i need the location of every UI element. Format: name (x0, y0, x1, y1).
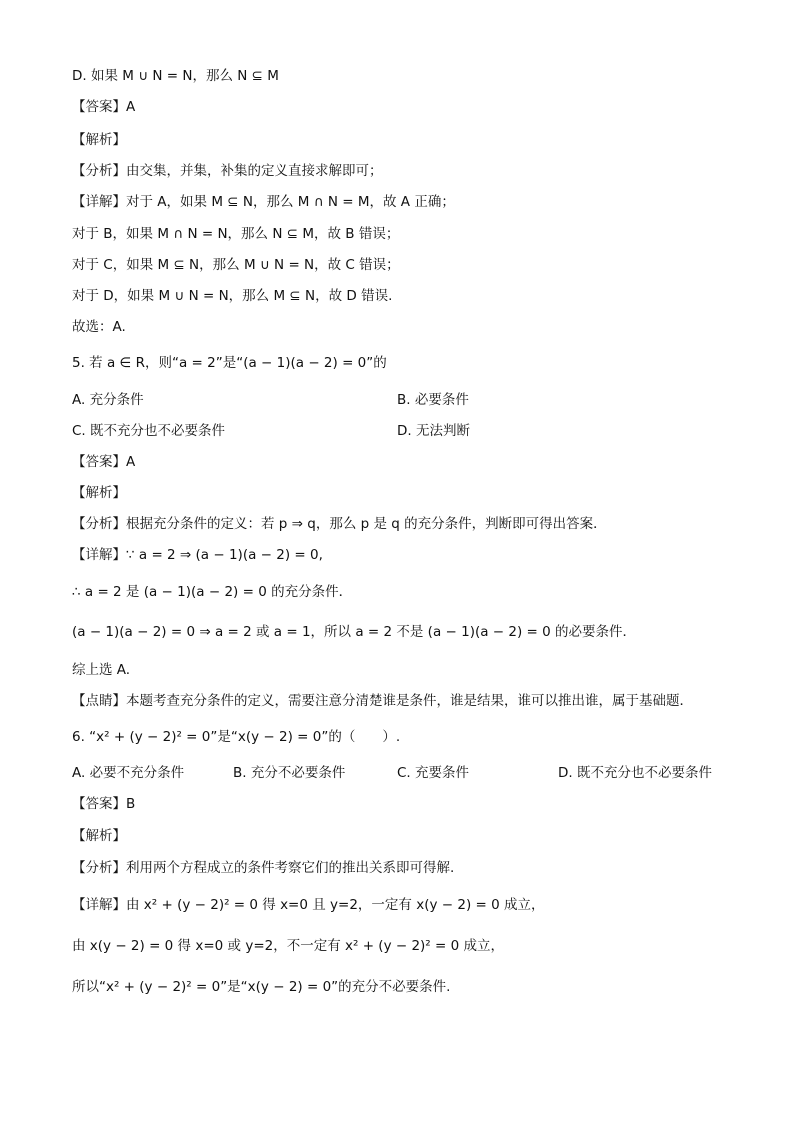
q5-stem: 5. 若 a ∈ R，则“a = 2”是“(a − 1)(a − 2) = 0”的 (72, 355, 387, 371)
q4-option-d: D. 如果 M ∪ N = N，那么 N ⊆ M (72, 68, 279, 84)
q5-analysis-heading: 【解析】 (72, 485, 126, 501)
q4-detail-c: 对于 C，如果 M ⊆ N，那么 M ∪ N = N，故 C 错误； (72, 257, 400, 273)
q6-detail-2: 由 x(y − 2) = 0 得 x=0 或 y=2，不一定有 x² + (y − 2)² = 0 成立， (72, 938, 504, 954)
q6-analysis-heading: 【解析】 (72, 828, 126, 844)
q6-answer: 【答案】B (72, 796, 136, 812)
q4-answer: 【答案】A (72, 99, 136, 115)
q4-detail-a: 【详解】对于 A，如果 M ⊆ N，那么 M ∩ N = M，故 A 正确； (72, 194, 455, 210)
q4-detail-d: 对于 D，如果 M ∪ N = N，那么 M ⊆ N，故 D 错误. (72, 288, 393, 304)
q5-option-d: D. 无法判断 (397, 423, 470, 439)
q6-conclusion: 所以“x² + (y − 2)² = 0”是“x(y − 2) = 0”的充分不必要条件. (72, 979, 451, 995)
q5-answer: 【答案】A (72, 454, 136, 470)
q5-option-c: C. 既不充分也不必要条件 (72, 423, 226, 439)
q4-analysis-heading: 【解析】 (72, 132, 126, 148)
q5-option-a: A. 充分条件 (72, 392, 144, 408)
q5-summary: 综上选 A. (72, 662, 131, 678)
q6-stem: 6. “x² + (y − 2)² = 0”是“x(y − 2) = 0”的（ ）. (72, 729, 401, 745)
q5-detail-2: ∴ a = 2 是 (a − 1)(a − 2) = 0 的充分条件． (72, 584, 353, 600)
q5-option-b: B. 必要条件 (397, 392, 469, 408)
q4-analysis: 【分析】由交集，并集，补集的定义直接求解即可； (72, 163, 383, 179)
q6-detail-1: 【详解】由 x² + (y − 2)² = 0 得 x=0 且 y=2，一定有 x(y − 2) = 0 成立， (72, 897, 545, 913)
q5-detail-3: (a − 1)(a − 2) = 0 ⇒ a = 2 或 a = 1，所以 a = 2 不是 (a − 1)(a − 2) = 0 的必要条件． (72, 624, 637, 640)
q5-detail-1: 【详解】∵ a = 2 ⇒ (a − 1)(a − 2) = 0, (72, 547, 323, 563)
q6-option-a: A. 必要不充分条件 (72, 765, 185, 781)
q4-conclusion: 故选：A. (72, 319, 126, 335)
q6-option-d: D. 既不充分也不必要条件 (558, 765, 712, 781)
q4-detail-b: 对于 B，如果 M ∩ N = N，那么 N ⊆ M，故 B 错误； (72, 226, 400, 242)
q5-comment: 【点睛】本题考查充分条件的定义，需要注意分清楚谁是条件，谁是结果，谁可以推出谁，属于基础题． (72, 693, 693, 709)
q6-option-c: C. 充要条件 (397, 765, 470, 781)
q5-analysis: 【分析】根据充分条件的定义：若 p ⇒ q，那么 p 是 q 的充分条件，判断即可得出答案． (72, 516, 607, 532)
q6-analysis: 【分析】利用两个方程成立的条件考察它们的推出关系即可得解. (72, 860, 455, 876)
q6-option-b: B. 充分不必要条件 (233, 765, 346, 781)
